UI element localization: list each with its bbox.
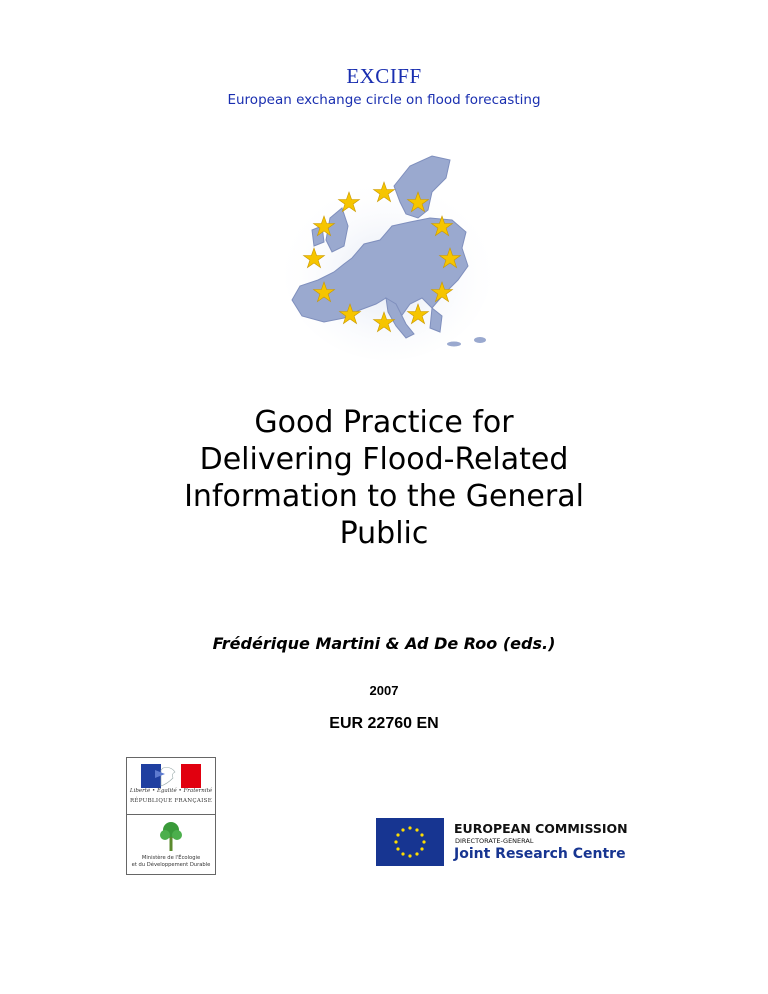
title-line: Delivering Flood-Related xyxy=(199,442,569,477)
report-number: EUR 22760 EN xyxy=(329,715,439,732)
tree-icon xyxy=(159,821,183,853)
title-line: Public xyxy=(339,516,429,551)
french-motto: Liberté • Égalité • Fraternité xyxy=(129,788,213,794)
document-title xyxy=(84,404,684,552)
exciff-subtitle: European exchange circle on flood forecasting xyxy=(227,92,541,108)
europe-map-icon xyxy=(282,148,494,360)
jrc-name: Joint Research Centre xyxy=(454,846,626,862)
marianne-icon xyxy=(141,764,201,788)
republique-francaise-text: RÉPUBLIQUE FRANÇAISE xyxy=(129,798,213,804)
ministry-line: Ministère de l'Écologie xyxy=(141,855,201,861)
title-line: Good Practice for xyxy=(254,405,514,440)
title-line: Information to the General xyxy=(184,479,584,514)
eu-flag-icon xyxy=(376,818,444,866)
european-commission-jrc-logo xyxy=(376,818,642,868)
french-ministry-logo xyxy=(126,757,216,875)
ministry-line: et du Développement Durable xyxy=(131,861,211,868)
ministry-name xyxy=(127,855,215,868)
ec-directorate: DIRECTORATE-GENERAL xyxy=(455,837,534,845)
republique-francaise-logo xyxy=(127,758,215,815)
editors: Frédérique Martini & Ad De Roo (eds.) xyxy=(212,634,556,653)
exciff-title: EXCIFF xyxy=(346,64,422,88)
ec-name: EUROPEAN COMMISSION xyxy=(454,821,628,836)
publication-year: 2007 xyxy=(369,683,399,698)
